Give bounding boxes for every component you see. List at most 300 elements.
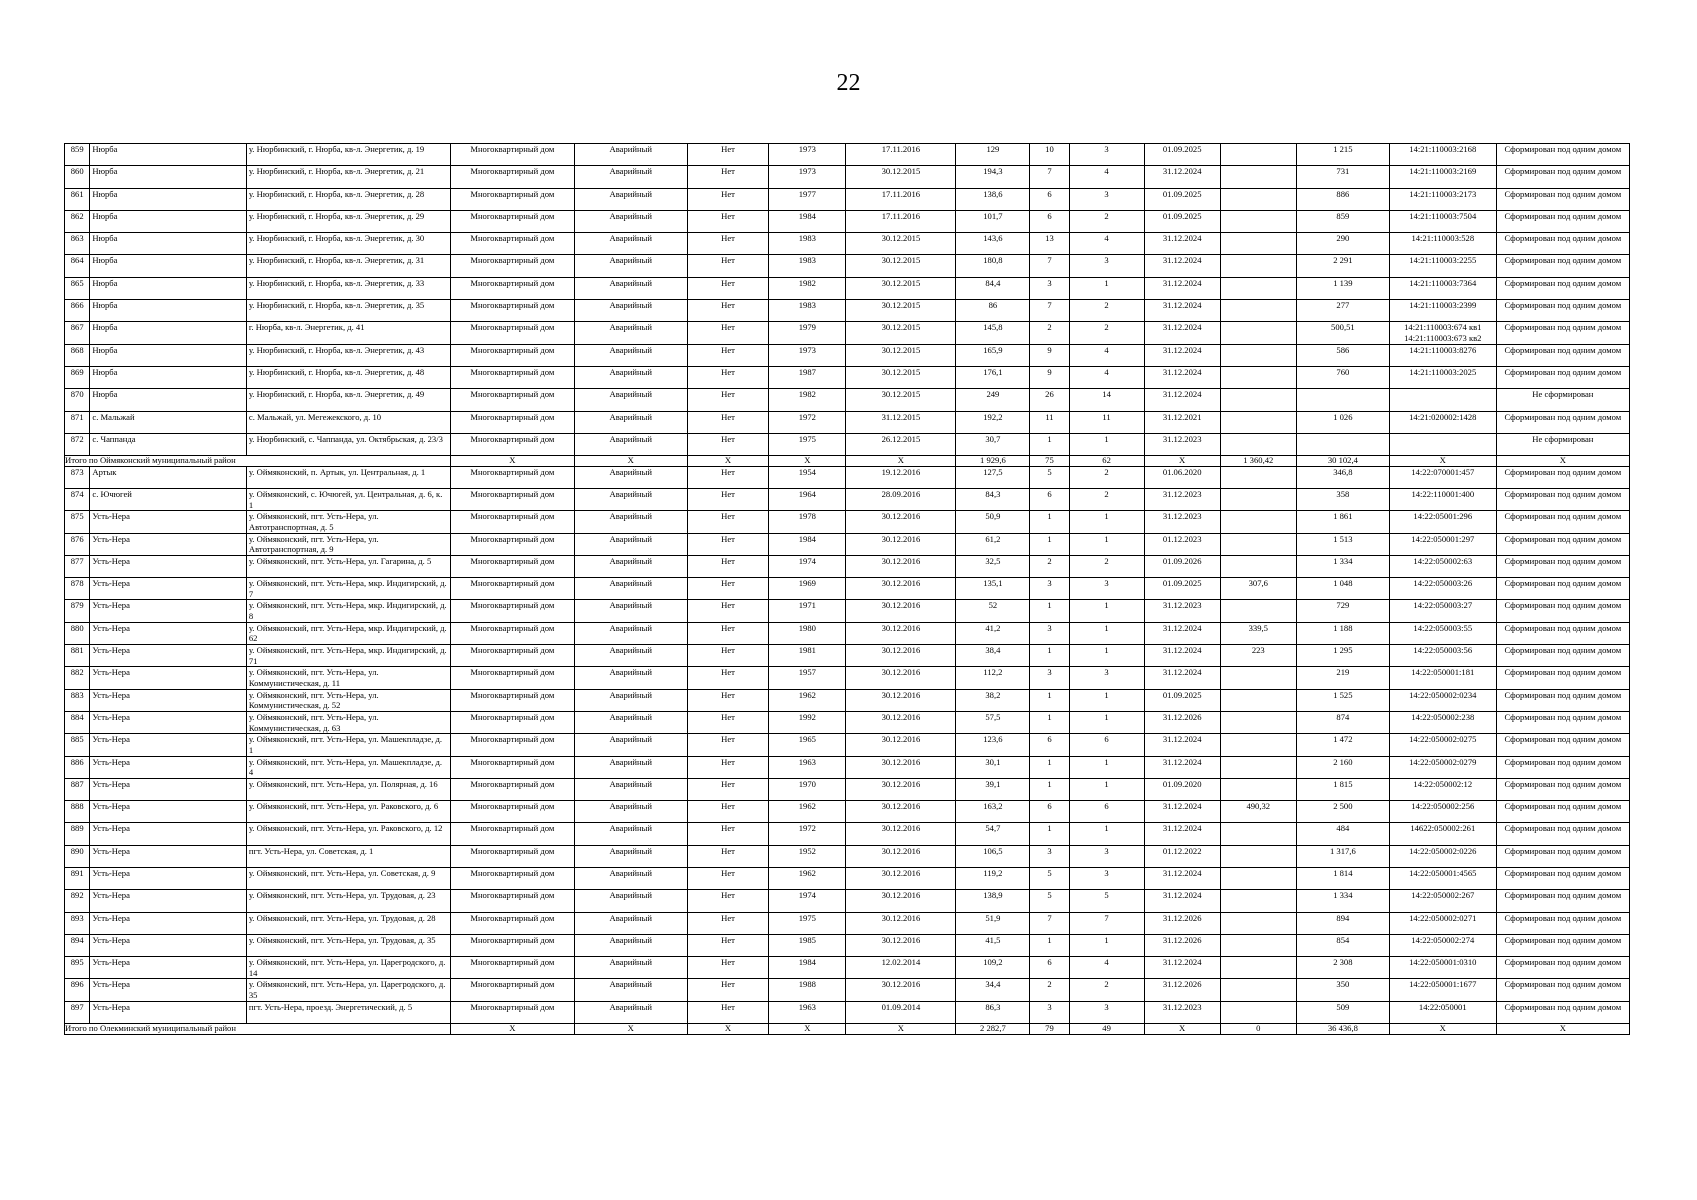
year-cell: 1981 xyxy=(769,645,846,667)
residents-cell: 3 xyxy=(1030,622,1069,644)
address-cell: у. Оймяконский, пгт. Усть-Нера, ул. Коммунистическая, д. 63 xyxy=(246,711,450,733)
residents-cell: 7 xyxy=(1030,166,1069,188)
residents-cell: 5 xyxy=(1030,466,1069,488)
flag-cell: Нет xyxy=(687,511,768,533)
year-cell: 1969 xyxy=(769,578,846,600)
locality-cell: с. Чаппанда xyxy=(90,433,247,455)
land-status-cell: Сформирован под одним домом xyxy=(1496,734,1629,756)
land-status-cell: Сформирован под одним домом xyxy=(1496,344,1629,366)
residents-cell: 2 xyxy=(1030,979,1069,1001)
apartments-cell: 2 xyxy=(1069,488,1144,510)
apartments-cell: 2 xyxy=(1069,210,1144,232)
row-number-cell: 873 xyxy=(65,466,90,488)
cadastral-number-cell: 14:22:050001 xyxy=(1389,1001,1496,1023)
flag-cell: Нет xyxy=(687,778,768,800)
row-number-cell: 867 xyxy=(65,322,90,344)
recognition-date-cell: 30.12.2015 xyxy=(846,255,956,277)
resettlement-date-cell: 31.12.2024 xyxy=(1144,734,1220,756)
land-area-cell: 277 xyxy=(1296,300,1389,322)
land-area-cell: 346,8 xyxy=(1296,466,1389,488)
flag-cell: Нет xyxy=(687,801,768,823)
land-area-cell xyxy=(1296,433,1389,455)
land-area-cell: 2 291 xyxy=(1296,255,1389,277)
cadastral-number-cell: 14:22:050003:56 xyxy=(1389,645,1496,667)
resettlement-date-cell: 01.09.2025 xyxy=(1144,210,1220,232)
address-cell: у. Нюрбинский, г. Нюрба, кв-л. Энергетик, д. 21 xyxy=(246,166,450,188)
condition-cell: Аварийный xyxy=(574,890,687,912)
land-area-cell: 894 xyxy=(1296,912,1389,934)
table-row xyxy=(65,533,1630,555)
locality-cell: Усть-Нера xyxy=(90,711,247,733)
resettlement-date-cell: 31.12.2026 xyxy=(1144,711,1220,733)
cadastral-number-cell: 14:22:050001:1677 xyxy=(1389,979,1496,1001)
locality-cell: Нюрба xyxy=(90,322,247,344)
area-cell: 57,5 xyxy=(956,711,1030,733)
total-value-cell: 36 436,8 xyxy=(1296,1024,1389,1035)
land-status-cell: Сформирован под одним домом xyxy=(1496,277,1629,299)
land-area-cell xyxy=(1296,389,1389,411)
land-status-cell: Сформирован под одним домом xyxy=(1496,366,1629,388)
total-value-cell: 75 xyxy=(1030,456,1069,467)
cost-cell xyxy=(1220,277,1296,299)
residents-cell: 3 xyxy=(1030,1001,1069,1023)
land-area-cell: 1 334 xyxy=(1296,555,1389,577)
table-row xyxy=(65,957,1630,979)
cost-cell xyxy=(1220,466,1296,488)
recognition-date-cell: 17.11.2016 xyxy=(846,188,956,210)
row-number-cell: 887 xyxy=(65,778,90,800)
resettlement-date-cell: 31.12.2023 xyxy=(1144,511,1220,533)
resettlement-date-cell: 31.12.2024 xyxy=(1144,667,1220,689)
condition-cell: Аварийный xyxy=(574,233,687,255)
land-area-cell: 350 xyxy=(1296,979,1389,1001)
condition-cell: Аварийный xyxy=(574,600,687,622)
year-cell: 1952 xyxy=(769,845,846,867)
flag-cell: Нет xyxy=(687,645,768,667)
address-cell: у. Оймяконский, пгт. Усть-Нера, ул. Машекпладзе, д. 1 xyxy=(246,734,450,756)
locality-cell: Усть-Нера xyxy=(90,689,247,711)
cost-cell: 307,6 xyxy=(1220,578,1296,600)
area-cell: 41,5 xyxy=(956,934,1030,956)
cadastral-number-cell: 14:22:050001:181 xyxy=(1389,667,1496,689)
address-cell: у. Оймяконский, пгт. Усть-Нера, мкр. Индигирский, д. 62 xyxy=(246,622,450,644)
row-number-cell: 882 xyxy=(65,667,90,689)
land-area-cell: 586 xyxy=(1296,344,1389,366)
table-row xyxy=(65,466,1630,488)
resettlement-date-cell: 31.12.2024 xyxy=(1144,645,1220,667)
apartments-cell: 2 xyxy=(1069,322,1144,344)
table-row xyxy=(65,277,1630,299)
residents-cell: 2 xyxy=(1030,555,1069,577)
land-area-cell: 886 xyxy=(1296,188,1389,210)
apartments-cell: 5 xyxy=(1069,890,1144,912)
cost-cell xyxy=(1220,600,1296,622)
resettlement-date-cell: 01.09.2025 xyxy=(1144,578,1220,600)
locality-cell: Нюрба xyxy=(90,344,247,366)
resettlement-date-cell: 31.12.2024 xyxy=(1144,300,1220,322)
cadastral-number-cell: 14:21:110003:2255 xyxy=(1389,255,1496,277)
area-cell: 127,5 xyxy=(956,466,1030,488)
apartments-cell: 3 xyxy=(1069,188,1144,210)
land-area-cell: 1 861 xyxy=(1296,511,1389,533)
address-cell: у. Оймяконский, пгт. Усть-Нера, мкр. Индигирский, д. 8 xyxy=(246,600,450,622)
locality-cell: Усть-Нера xyxy=(90,511,247,533)
area-cell: 30,7 xyxy=(956,433,1030,455)
condition-cell: Аварийный xyxy=(574,255,687,277)
flag-cell: Нет xyxy=(687,389,768,411)
land-area-cell: 1 295 xyxy=(1296,645,1389,667)
land-area-cell: 1 139 xyxy=(1296,277,1389,299)
area-cell: 138,6 xyxy=(956,188,1030,210)
address-cell: у. Оймяконский, пгт. Усть-Нера, мкр. Индигирский, д. 71 xyxy=(246,645,450,667)
locality-cell: Усть-Нера xyxy=(90,823,247,845)
cadastral-number-cell: 14:21:110003:2168 xyxy=(1389,144,1496,166)
apartments-cell: 4 xyxy=(1069,957,1144,979)
total-value-cell: X xyxy=(574,1024,687,1035)
locality-cell: Нюрба xyxy=(90,300,247,322)
land-status-cell: Сформирован под одним домом xyxy=(1496,555,1629,577)
resettlement-date-cell: 01.12.2022 xyxy=(1144,845,1220,867)
flag-cell: Нет xyxy=(687,979,768,1001)
land-status-cell: Сформирован под одним домом xyxy=(1496,466,1629,488)
house-type-cell: Многоквартирный дом xyxy=(450,912,574,934)
year-cell: 1984 xyxy=(769,210,846,232)
residents-cell: 7 xyxy=(1030,912,1069,934)
row-number-cell: 892 xyxy=(65,890,90,912)
area-cell: 38,2 xyxy=(956,689,1030,711)
recognition-date-cell: 12.02.2014 xyxy=(846,957,956,979)
table-row xyxy=(65,711,1630,733)
flag-cell: Нет xyxy=(687,533,768,555)
total-label: Итого по Оймяконский муниципальный район xyxy=(65,456,451,467)
cost-cell xyxy=(1220,511,1296,533)
recognition-date-cell: 30.12.2016 xyxy=(846,823,956,845)
locality-cell: Усть-Нера xyxy=(90,645,247,667)
area-cell: 249 xyxy=(956,389,1030,411)
resettlement-date-cell: 31.12.2024 xyxy=(1144,890,1220,912)
condition-cell: Аварийный xyxy=(574,934,687,956)
residents-cell: 1 xyxy=(1030,511,1069,533)
locality-cell: с. Мальжай xyxy=(90,411,247,433)
apartments-cell: 1 xyxy=(1069,778,1144,800)
locality-cell: Нюрба xyxy=(90,255,247,277)
land-area-cell: 358 xyxy=(1296,488,1389,510)
flag-cell: Нет xyxy=(687,255,768,277)
year-cell: 1983 xyxy=(769,300,846,322)
land-status-cell: Сформирован под одним домом xyxy=(1496,188,1629,210)
condition-cell: Аварийный xyxy=(574,823,687,845)
year-cell: 1992 xyxy=(769,711,846,733)
recognition-date-cell: 30.12.2016 xyxy=(846,511,956,533)
land-area-cell: 2 308 xyxy=(1296,957,1389,979)
total-value-cell: 79 xyxy=(1030,1024,1069,1035)
locality-cell: Усть-Нера xyxy=(90,1001,247,1023)
locality-cell: Усть-Нера xyxy=(90,845,247,867)
area-cell: 41,2 xyxy=(956,622,1030,644)
cadastral-number-cell: 14:21:110003:674 кв1 14:21:110003:673 кв2 xyxy=(1389,322,1496,344)
cost-cell xyxy=(1220,255,1296,277)
total-value-cell: X xyxy=(450,456,574,467)
row-number-cell: 875 xyxy=(65,511,90,533)
residents-cell: 6 xyxy=(1030,734,1069,756)
area-cell: 112,2 xyxy=(956,667,1030,689)
total-value-cell: X xyxy=(1496,456,1629,467)
house-type-cell: Многоквартирный дом xyxy=(450,210,574,232)
area-cell: 61,2 xyxy=(956,533,1030,555)
residents-cell: 6 xyxy=(1030,210,1069,232)
year-cell: 1962 xyxy=(769,868,846,890)
apartments-cell: 3 xyxy=(1069,578,1144,600)
apartments-cell: 3 xyxy=(1069,868,1144,890)
cadastral-number-cell: 14:22:050001:0310 xyxy=(1389,957,1496,979)
locality-cell: Усть-Нера xyxy=(90,912,247,934)
table-row xyxy=(65,778,1630,800)
flag-cell: Нет xyxy=(687,667,768,689)
cost-cell xyxy=(1220,711,1296,733)
land-area-cell: 484 xyxy=(1296,823,1389,845)
condition-cell: Аварийный xyxy=(574,689,687,711)
condition-cell: Аварийный xyxy=(574,979,687,1001)
cost-cell xyxy=(1220,389,1296,411)
condition-cell: Аварийный xyxy=(574,645,687,667)
residents-cell: 6 xyxy=(1030,957,1069,979)
table-row xyxy=(65,689,1630,711)
flag-cell: Нет xyxy=(687,689,768,711)
resettlement-date-cell: 31.12.2024 xyxy=(1144,166,1220,188)
flag-cell: Нет xyxy=(687,578,768,600)
area-cell: 145,8 xyxy=(956,322,1030,344)
cadastral-number-cell: 14:21:020002:1428 xyxy=(1389,411,1496,433)
year-cell: 1985 xyxy=(769,934,846,956)
resettlement-date-cell: 31.12.2023 xyxy=(1144,488,1220,510)
cost-cell xyxy=(1220,868,1296,890)
recognition-date-cell: 30.12.2016 xyxy=(846,912,956,934)
year-cell: 1963 xyxy=(769,756,846,778)
house-type-cell: Многоквартирный дом xyxy=(450,233,574,255)
table-row xyxy=(65,890,1630,912)
area-cell: 84,3 xyxy=(956,488,1030,510)
address-cell: у. Оймяконский, пгт. Усть-Нера, мкр. Индигирский, д. 7 xyxy=(246,578,450,600)
house-type-cell: Многоквартирный дом xyxy=(450,488,574,510)
address-cell: у. Оймяконский, пгт. Усть-Нера, ул. Царегродского, д. 35 xyxy=(246,979,450,1001)
apartments-cell: 11 xyxy=(1069,411,1144,433)
address-cell: у. Нюрбинский, г. Нюрба, кв-л. Энергетик, д. 35 xyxy=(246,300,450,322)
row-number-cell: 860 xyxy=(65,166,90,188)
cadastral-number-cell xyxy=(1389,389,1496,411)
resettlement-date-cell: 31.12.2024 xyxy=(1144,255,1220,277)
land-status-cell: Сформирован под одним домом xyxy=(1496,233,1629,255)
total-row xyxy=(65,1024,1630,1035)
cost-cell: 490,32 xyxy=(1220,801,1296,823)
flag-cell: Нет xyxy=(687,622,768,644)
row-number-cell: 896 xyxy=(65,979,90,1001)
land-area-cell: 729 xyxy=(1296,600,1389,622)
cost-cell xyxy=(1220,823,1296,845)
land-status-cell: Сформирован под одним домом xyxy=(1496,645,1629,667)
recognition-date-cell: 30.12.2016 xyxy=(846,734,956,756)
land-status-cell: Сформирован под одним домом xyxy=(1496,144,1629,166)
residents-cell: 7 xyxy=(1030,255,1069,277)
row-number-cell: 868 xyxy=(65,344,90,366)
area-cell: 86 xyxy=(956,300,1030,322)
row-number-cell: 866 xyxy=(65,300,90,322)
flag-cell: Нет xyxy=(687,411,768,433)
land-status-cell: Не сформирован xyxy=(1496,433,1629,455)
resettlement-date-cell: 31.12.2021 xyxy=(1144,411,1220,433)
apartments-cell: 2 xyxy=(1069,555,1144,577)
land-status-cell: Сформирован под одним домом xyxy=(1496,912,1629,934)
recognition-date-cell: 30.12.2015 xyxy=(846,366,956,388)
row-number-cell: 870 xyxy=(65,389,90,411)
address-cell: у. Оймяконский, пгт. Усть-Нера, ул. Гагарина, д. 5 xyxy=(246,555,450,577)
recognition-date-cell: 01.09.2014 xyxy=(846,1001,956,1023)
total-value-cell: X xyxy=(1389,1024,1496,1035)
residents-cell: 1 xyxy=(1030,756,1069,778)
year-cell: 1963 xyxy=(769,1001,846,1023)
year-cell: 1970 xyxy=(769,778,846,800)
land-status-cell: Сформирован под одним домом xyxy=(1496,166,1629,188)
apartments-cell: 3 xyxy=(1069,1001,1144,1023)
row-number-cell: 895 xyxy=(65,957,90,979)
table-row xyxy=(65,600,1630,622)
row-number-cell: 881 xyxy=(65,645,90,667)
condition-cell: Аварийный xyxy=(574,389,687,411)
cadastral-number-cell: 14:22:05001:296 xyxy=(1389,511,1496,533)
resettlement-date-cell: 31.12.2024 xyxy=(1144,801,1220,823)
address-cell: с. Мальжай, ул. Мегежекского, д. 10 xyxy=(246,411,450,433)
row-number-cell: 865 xyxy=(65,277,90,299)
row-number-cell: 886 xyxy=(65,756,90,778)
land-status-cell: Сформирован под одним домом xyxy=(1496,210,1629,232)
cadastral-number-cell: 14:22:050003:27 xyxy=(1389,600,1496,622)
house-type-cell: Многоквартирный дом xyxy=(450,622,574,644)
locality-cell: Усть-Нера xyxy=(90,578,247,600)
resettlement-date-cell: 31.12.2024 xyxy=(1144,868,1220,890)
house-type-cell: Многоквартирный дом xyxy=(450,934,574,956)
cadastral-number-cell: 14:21:110003:2025 xyxy=(1389,366,1496,388)
address-cell: у. Нюрбинский, г. Нюрба, кв-л. Энергетик, д. 48 xyxy=(246,366,450,388)
table-row xyxy=(65,555,1630,577)
year-cell: 1965 xyxy=(769,734,846,756)
table-row xyxy=(65,233,1630,255)
flag-cell: Нет xyxy=(687,166,768,188)
condition-cell: Аварийный xyxy=(574,344,687,366)
row-number-cell: 889 xyxy=(65,823,90,845)
recognition-date-cell: 30.12.2015 xyxy=(846,344,956,366)
housing-table xyxy=(64,143,1630,1035)
table-row xyxy=(65,511,1630,533)
year-cell: 1983 xyxy=(769,233,846,255)
house-type-cell: Многоквартирный дом xyxy=(450,533,574,555)
land-status-cell: Сформирован под одним домом xyxy=(1496,711,1629,733)
row-number-cell: 891 xyxy=(65,868,90,890)
resettlement-date-cell: 01.06.2020 xyxy=(1144,466,1220,488)
cadastral-number-cell: 14:22:050002:238 xyxy=(1389,711,1496,733)
condition-cell: Аварийный xyxy=(574,868,687,890)
table-row xyxy=(65,667,1630,689)
land-area-cell: 2 500 xyxy=(1296,801,1389,823)
cadastral-number-cell: 14:22:050002:12 xyxy=(1389,778,1496,800)
total-value-cell: X xyxy=(846,1024,956,1035)
address-cell: у. Оймяконский, пгт. Усть-Нера, ул. Коммунистическая, д. 11 xyxy=(246,667,450,689)
area-cell: 135,1 xyxy=(956,578,1030,600)
table-row xyxy=(65,433,1630,455)
total-value-cell: X xyxy=(687,456,768,467)
row-number-cell: 885 xyxy=(65,734,90,756)
cadastral-number-cell: 14:21:110003:7504 xyxy=(1389,210,1496,232)
apartments-cell: 4 xyxy=(1069,166,1144,188)
residents-cell: 2 xyxy=(1030,322,1069,344)
recognition-date-cell: 30.12.2016 xyxy=(846,756,956,778)
residents-cell: 5 xyxy=(1030,890,1069,912)
row-number-cell: 878 xyxy=(65,578,90,600)
house-type-cell: Многоквартирный дом xyxy=(450,689,574,711)
flag-cell: Нет xyxy=(687,433,768,455)
flag-cell: Нет xyxy=(687,934,768,956)
condition-cell: Аварийный xyxy=(574,300,687,322)
land-area-cell: 1 815 xyxy=(1296,778,1389,800)
area-cell: 51,9 xyxy=(956,912,1030,934)
locality-cell: Усть-Нера xyxy=(90,801,247,823)
house-type-cell: Многоквартирный дом xyxy=(450,979,574,1001)
page-number: 22 xyxy=(836,70,861,96)
flag-cell: Нет xyxy=(687,322,768,344)
total-value-cell: X xyxy=(1144,456,1220,467)
area-cell: 32,5 xyxy=(956,555,1030,577)
resettlement-date-cell: 31.12.2024 xyxy=(1144,277,1220,299)
condition-cell: Аварийный xyxy=(574,433,687,455)
cost-cell xyxy=(1220,756,1296,778)
recognition-date-cell: 17.11.2016 xyxy=(846,144,956,166)
table-row xyxy=(65,210,1630,232)
total-value-cell: X xyxy=(846,456,956,467)
resettlement-date-cell: 01.09.2025 xyxy=(1144,689,1220,711)
year-cell: 1973 xyxy=(769,166,846,188)
house-type-cell: Многоквартирный дом xyxy=(450,389,574,411)
cadastral-number-cell: 14:22:050002:0226 xyxy=(1389,845,1496,867)
land-status-cell: Сформирован под одним домом xyxy=(1496,868,1629,890)
residents-cell: 6 xyxy=(1030,188,1069,210)
house-type-cell: Многоквартирный дом xyxy=(450,300,574,322)
cost-cell xyxy=(1220,912,1296,934)
year-cell: 1982 xyxy=(769,277,846,299)
locality-cell: Нюрба xyxy=(90,166,247,188)
total-value-cell: X xyxy=(687,1024,768,1035)
land-area-cell: 290 xyxy=(1296,233,1389,255)
residents-cell: 3 xyxy=(1030,578,1069,600)
land-status-cell: Сформирован под одним домом xyxy=(1496,300,1629,322)
apartments-cell: 3 xyxy=(1069,255,1144,277)
land-status-cell: Сформирован под одним домом xyxy=(1496,845,1629,867)
land-area-cell: 500,51 xyxy=(1296,322,1389,344)
row-number-cell: 861 xyxy=(65,188,90,210)
cadastral-number-cell: 14:22:050001:297 xyxy=(1389,533,1496,555)
resettlement-date-cell: 31.12.2024 xyxy=(1144,322,1220,344)
total-value-cell: 2 282,7 xyxy=(956,1024,1030,1035)
locality-cell: Нюрба xyxy=(90,233,247,255)
house-type-cell: Многоквартирный дом xyxy=(450,411,574,433)
table-row xyxy=(65,322,1630,344)
area-cell: 176,1 xyxy=(956,366,1030,388)
house-type-cell: Многоквартирный дом xyxy=(450,466,574,488)
address-cell: у. Оймяконский, пгт. Усть-Нера, ул. Раковского, д. 12 xyxy=(246,823,450,845)
address-cell: у. Нюрбинский, г. Нюрба, кв-л. Энергетик, д. 19 xyxy=(246,144,450,166)
cost-cell xyxy=(1220,934,1296,956)
residents-cell: 13 xyxy=(1030,233,1069,255)
apartments-cell: 4 xyxy=(1069,344,1144,366)
table-row xyxy=(65,868,1630,890)
recognition-date-cell: 30.12.2016 xyxy=(846,934,956,956)
